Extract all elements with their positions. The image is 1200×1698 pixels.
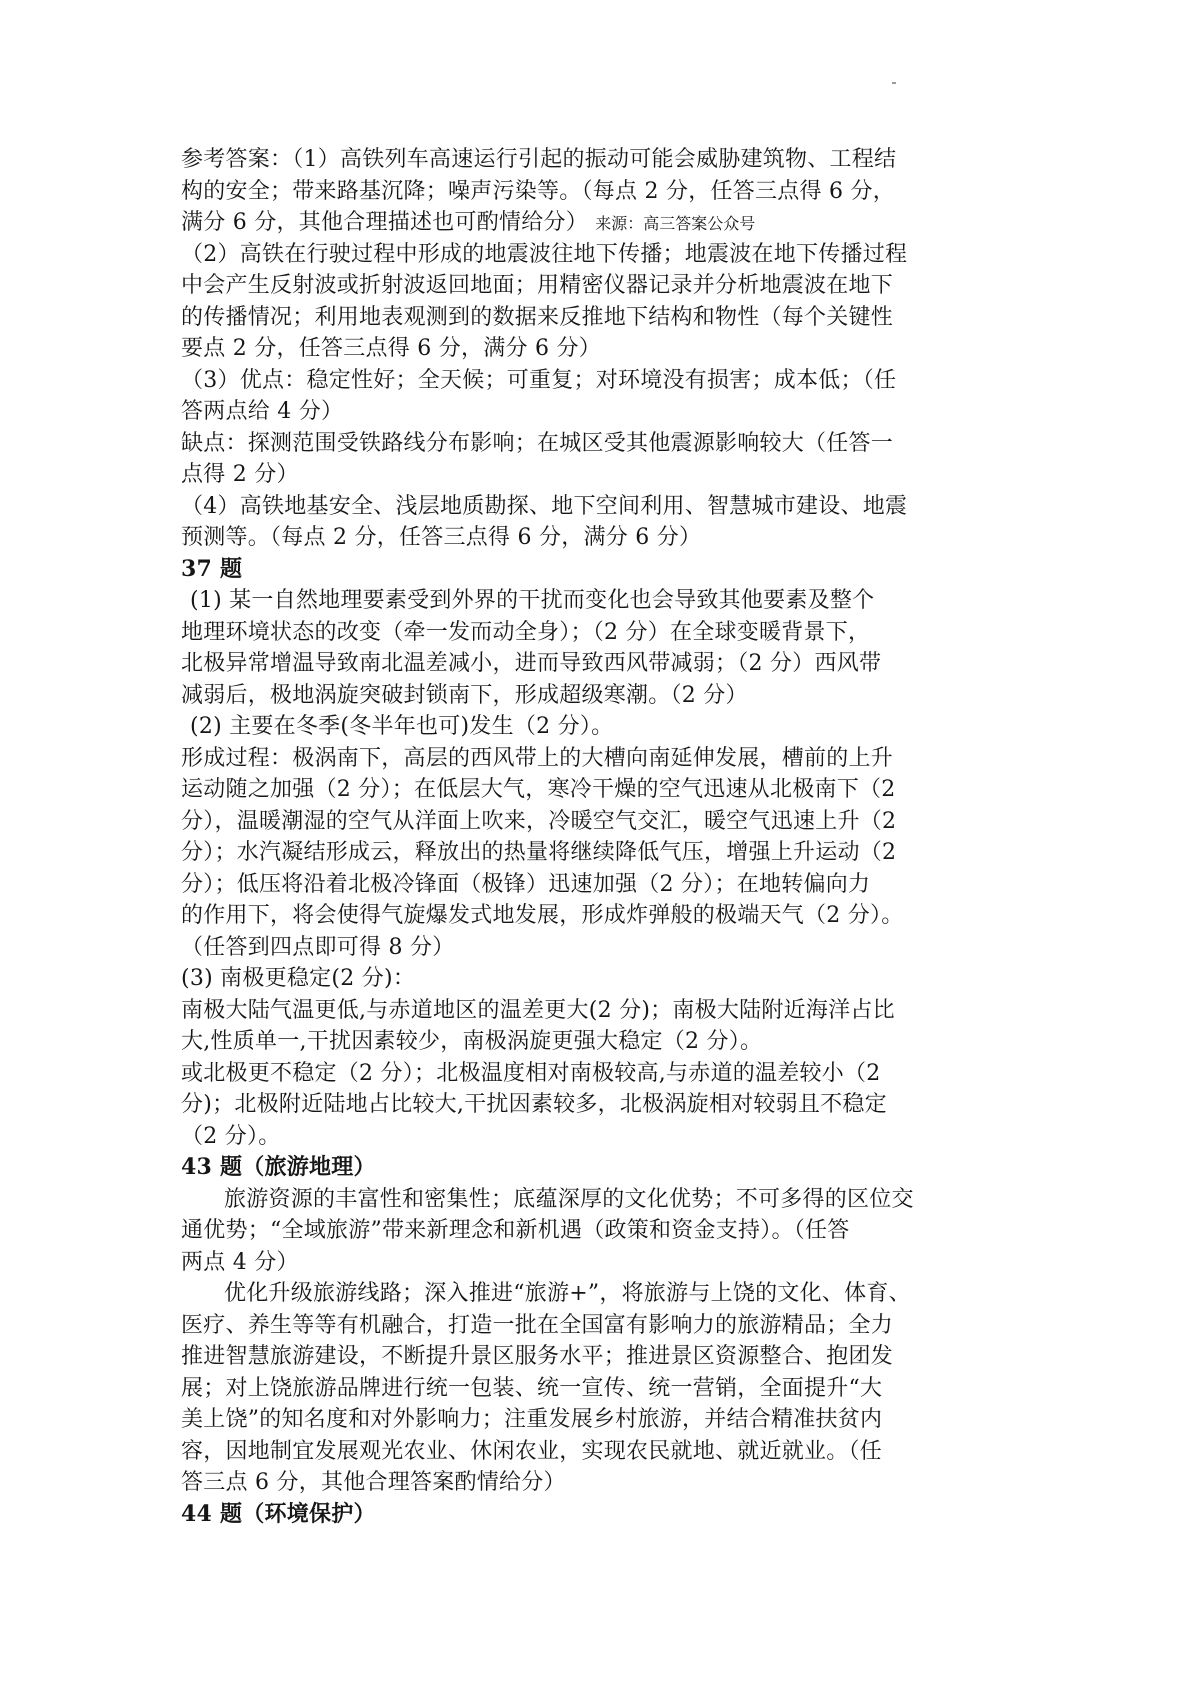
text-line: （2 分）。: [181, 1123, 281, 1149]
text-line: (2) 主要在冬季(冬半年也可)发生（2 分）。: [190, 714, 614, 739]
text-line: 形成过程：极涡南下，高层的西风带上的大槽向南延伸发展，槽前的上升: [181, 745, 894, 771]
text-line: 要点 2 分，任答三点得 6 分，满分 6 分）: [181, 336, 601, 361]
text-line: 减弱后，极地涡旋突破封锁南下，形成超级寒潮。（2 分）: [181, 682, 748, 708]
text-line: 南极大陆气温更低,与赤道地区的温差更大(2 分)；南极大陆附近海洋占比: [181, 997, 895, 1023]
text-line: 美上饶”的知名度和对外影响力；注重发展乡村旅游，并结合精准扶贫内: [181, 1407, 883, 1432]
text-line: 中会产生反射波或折射波返回地面；用精密仪器记录并分析地震波在地下: [181, 273, 894, 298]
answer-text-block: [181, 144, 1021, 1530]
text-line: 容，因地制宜发展观光农业、休闲农业，实现农民就地、就近就业。（任: [181, 1438, 883, 1464]
text-line: 的作用下，将会使得气旋爆发式地发展，形成炸弹般的极端天气（2 分）。: [181, 903, 904, 928]
scan-speck: [892, 82, 896, 84]
text-line: 缺点：探测范围受铁路线分布影响；在城区受其他震源影响较大（任答一: [181, 430, 894, 456]
question-heading: 37 题: [181, 555, 243, 582]
text-line: 优化升级旅游线路；深入推进“旅游+”，将旅游与上饶的文化、体育、: [224, 1281, 911, 1306]
text-line: 大,性质单一,干扰因素较少，南极涡旋更强大稳定（2 分）。: [181, 1029, 763, 1054]
source-note: 来源：高三答案公众号: [595, 214, 756, 233]
text-line: 答两点给 4 分）: [181, 399, 344, 424]
text-line: 参考答案：（1）高铁列车高速运行引起的振动可能会威胁建筑物、工程结: [181, 147, 897, 172]
text-line: 分)；北极附近陆地占比较大,干扰因素较多，北极涡旋相对较弱且不稳定: [181, 1092, 887, 1117]
text-line: 点得 2 分）: [181, 462, 299, 487]
text-line: 通优势；“全域旅游”带来新理念和新机遇（政策和资金支持）。（任答: [181, 1218, 850, 1243]
text-line: 的传播情况；利用地表观测到的数据来反推地下结构和物性（每个关键性: [181, 304, 894, 330]
text-line: 分）；水汽凝结形成云，释放出的热量将继续降低气压，增强上升运动（2: [181, 840, 897, 865]
text-line: 展；对上饶旅游品牌进行统一包装、统一宣传、统一营销，全面提升“大: [181, 1375, 883, 1401]
text-line: 运动随之加强（2 分）；在低层大气，寒冷干燥的空气迅速从北极南下（2: [181, 777, 896, 802]
text-line: 北极异常增温导致南北温差减小，进而导致西风带减弱；（2 分）西风带: [181, 651, 882, 676]
question-heading: 44 题（环境保护）: [181, 1500, 376, 1527]
text-line: （3）优点：稳定性好；全天候；可重复；对环境没有损害；成本低；（任: [181, 367, 897, 393]
text-line: 两点 4 分）: [181, 1249, 299, 1275]
text-line: （2）高铁在行驶过程中形成的地震波往地下传播；地震波在地下传播过程: [181, 241, 908, 267]
text-line: (3) 南极更稳定(2 分)：: [181, 966, 416, 991]
text-line: 旅游资源的丰富性和密集性；底蕴深厚的文化优势；不可多得的区位交: [224, 1186, 914, 1212]
text-line: 分），温暖潮湿的空气从洋面上吹来，冷暖空气交汇，暖空气迅速上升（2: [181, 808, 897, 834]
text-line: 地理环境状态的改变（牵一发而动全身）；（2 分）在全球变暖背景下，: [181, 619, 871, 645]
text-line: (1) 某一自然地理要素受到外界的干扰而变化也会导致其他要素及整个: [190, 588, 875, 613]
text-line: 或北极更不稳定（2 分）；北极温度相对南极较高,与赤道的温差较小（2: [181, 1060, 881, 1086]
text-line: 预测等。（每点 2 分，任答三点得 6 分，满分 6 分）: [181, 525, 702, 550]
text-line: 答三点 6 分，其他合理答案酌情给分）: [181, 1470, 566, 1495]
text-line: 推进智慧旅游建设，不断提升景区服务水平；推进景区资源整合、抱团发: [181, 1344, 894, 1369]
text-line: [181, 207, 1021, 239]
text-line: 构的安全；带来路基沉降；噪声污染等。（每点 2 分，任答三点得 6 分，: [181, 178, 895, 204]
text-line: （任答到四点即可得 8 分）: [181, 934, 455, 960]
text-segment: 满分 6 分，其他合理描述也可酌情给分）: [181, 210, 588, 235]
text-line: 医疗、养生等等有机融合，打造一批在全国富有影响力的旅游精品；全力: [181, 1312, 894, 1338]
text-line: （4）高铁地基安全、浅层地质勘探、地下空间利用、智慧城市建设、地震: [181, 493, 908, 519]
question-heading: 43 题（旅游地理）: [181, 1154, 376, 1180]
text-line: 分）；低压将沿着北极冷锋面（极锋）迅速加强（2 分）；在地转偏向力: [181, 871, 871, 897]
